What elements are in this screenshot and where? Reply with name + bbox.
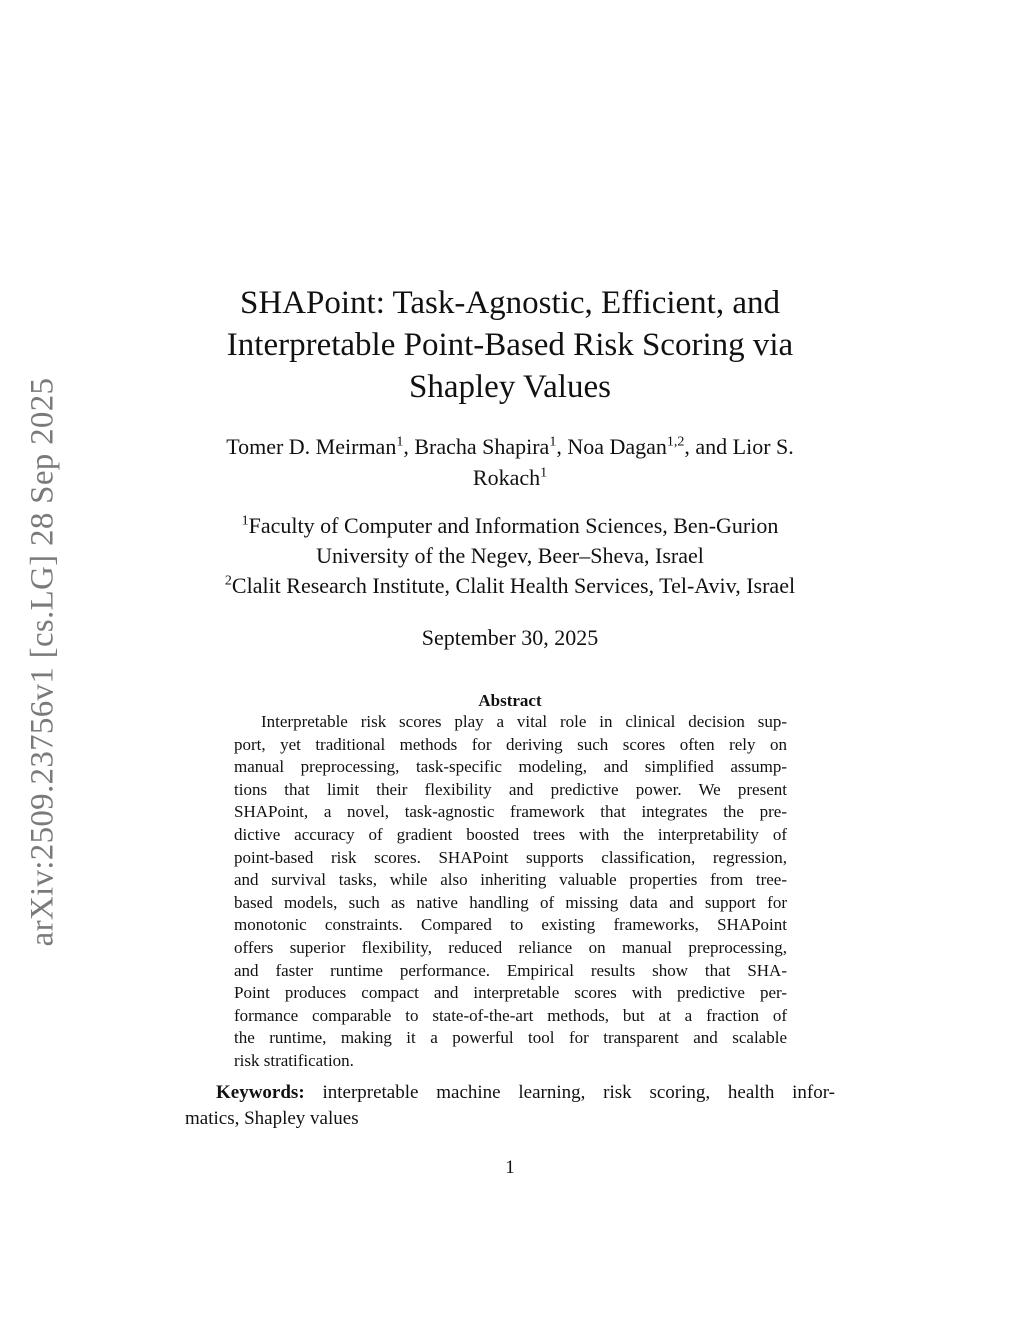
abstract-line: point-based risk scores. SHAPoint supports classification, regression, — [234, 847, 787, 867]
author-affiliation-marker: 1,2 — [666, 434, 685, 450]
abstract-line: Point produces compact and interpretable scores with predictive per- — [234, 983, 787, 1003]
page-number: 1 — [505, 1157, 515, 1178]
author-affiliation-marker: 1 — [396, 434, 404, 450]
author-conjunction: and — [695, 434, 728, 459]
abstract-line: and survival tasks, while also inheriting valuable properties from tree- — [234, 870, 787, 890]
affiliation-line — [160, 571, 860, 601]
keywords-line — [185, 1106, 835, 1132]
abstract-body — [234, 711, 787, 1073]
affiliation-line — [160, 541, 860, 571]
abstract-line: offers superior flexibility, reduced reliance on manual preprocessing, — [234, 937, 787, 957]
affiliation-text: Clalit Research Institute, Clalit Health Services, Tel-Aviv, Israel — [231, 573, 796, 598]
author-name: Rokach — [472, 465, 541, 490]
abstract-line: manual preprocessing, task-specific modeling, and simplified assump- — [234, 757, 787, 777]
affiliation-text: University of the Negev, Beer–Sheva, Israel — [316, 543, 704, 568]
author-line — [160, 462, 860, 493]
abstract-line: tions that limit their flexibility and predictive power. We present — [234, 779, 787, 799]
keywords-text: matics, Shapley values — [185, 1108, 359, 1129]
author-affiliation-marker: 1 — [549, 434, 557, 450]
abstract-line: dictive accuracy of gradient boosted trees with the interpretability of — [234, 824, 787, 844]
keywords-label: Keywords: — [216, 1082, 305, 1103]
abstract-line: the runtime, making it a powerful tool for transparent and scalable — [234, 1028, 787, 1048]
abstract-line: SHAPoint, a novel, task-agnostic framework that integrates the pre- — [234, 802, 787, 822]
author-name: Tomer D. Meirman — [226, 434, 397, 459]
abstract-line: based models, such as native handling of missing data and support for — [234, 892, 787, 912]
author-name: Bracha Shapira — [414, 434, 550, 459]
abstract-line: port, yet traditional methods for deriving such scores often rely on — [234, 734, 787, 754]
publication-date: September 30, 2025 — [421, 625, 599, 650]
title-line: Shapley Values — [409, 369, 611, 405]
keywords-line — [185, 1080, 835, 1106]
affiliation-marker: 1 — [241, 513, 249, 529]
author-list — [160, 431, 860, 493]
abstract-line: monotonic constraints. Compared to existing frameworks, SHAPoint — [234, 915, 787, 935]
author-name: Lior S. — [732, 434, 794, 459]
keywords-text: interpretable machine learning, risk scoring, health infor- — [322, 1082, 836, 1103]
paper-title — [185, 282, 835, 408]
arxiv-identifier-stamp: arXiv:2509.23756v1 [cs.LG] 28 Sep 2025 — [24, 377, 61, 947]
affiliation-text: Faculty of Computer and Information Sciences, Ben-Gurion — [248, 513, 779, 538]
abstract-line: Interpretable risk scores play a vital role in clinical decision sup- — [261, 712, 787, 731]
affiliation-list — [160, 511, 860, 601]
author-line: Tomer D. Meirman$^1$, Bracha Shapira$^1$, Noa Dagan$^{1,2}$, and Lior S. — [226, 434, 794, 459]
author-affiliation-marker: 1 — [540, 465, 548, 481]
abstract-heading: Abstract — [478, 691, 542, 710]
abstract-line: risk stratification. — [234, 1050, 354, 1070]
title-line: Interpretable Point-Based Risk Scoring via — [226, 327, 794, 363]
affiliation-line — [160, 511, 860, 541]
abstract-line: and faster runtime performance. Empirical results show that SHA- — [234, 960, 787, 980]
title-line: SHAPoint: Task-Agnostic, Efficient, and — [239, 285, 780, 321]
author-name: Noa Dagan — [567, 434, 667, 459]
keywords-section — [185, 1080, 835, 1132]
abstract-line: formance comparable to state-of-the-art methods, but at a fraction of — [234, 1005, 787, 1025]
affiliation-marker: 2 — [224, 573, 232, 589]
